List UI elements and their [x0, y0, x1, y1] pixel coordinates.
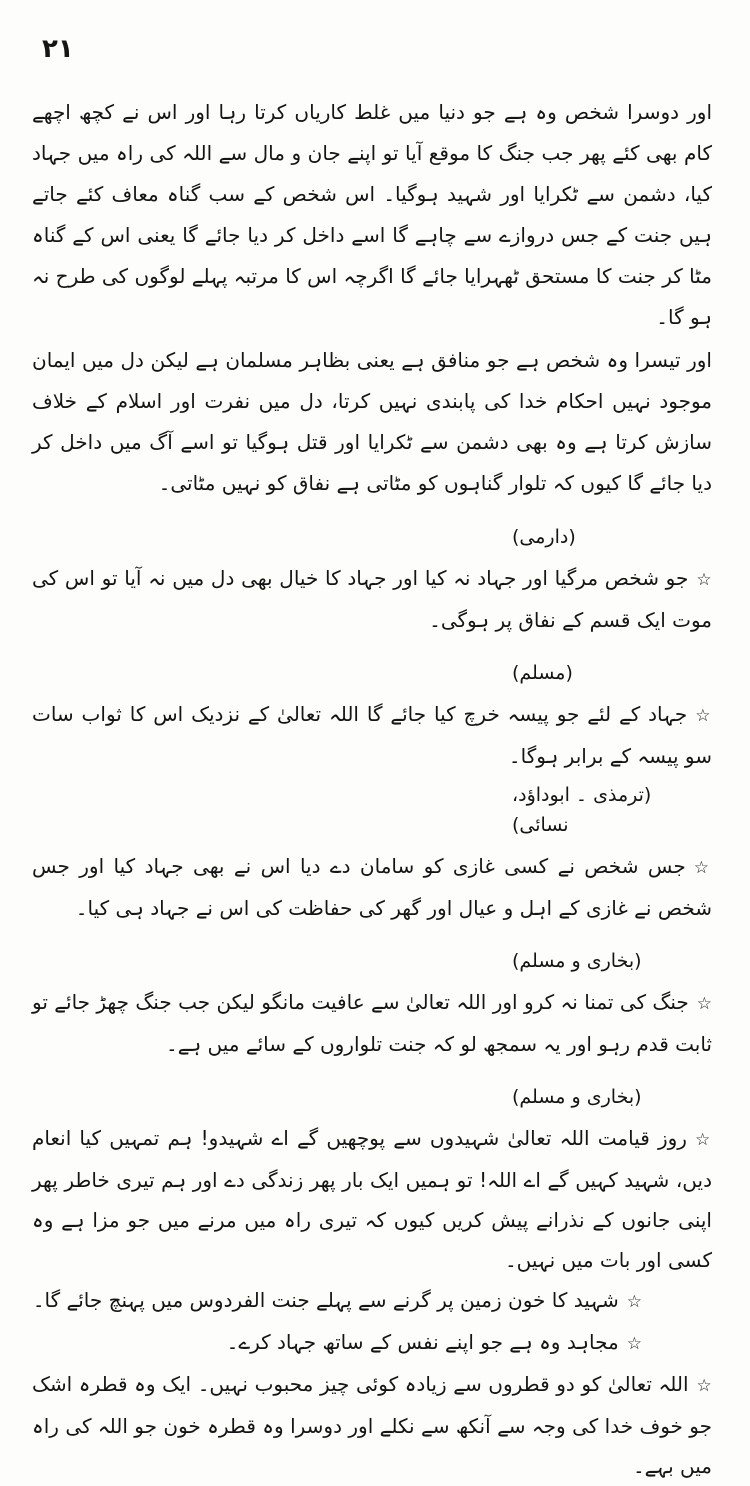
star-icon: ☆	[696, 994, 712, 1014]
hadith-item: ☆مجاہد وہ ہے جو اپنے نفس کے ساتھ جہاد کرے۔	[226, 1330, 642, 1354]
star-icon: ☆	[693, 858, 712, 878]
hadith-item: ☆جہاد کے لئے جو پیسہ خرچ کیا جائے گا اللہ تعالیٰ کے نزدیک اس کا ثواب سات سو پیسہ کے برابر ہوگا۔	[32, 702, 712, 768]
hadith-item: ☆جنگ کی تمنا نہ کرو اور اللہ تعالیٰ سے عافیت مانگو لیکن جب جنگ چھڑ جائے تو ثابت قدم رہو اور یہ سمجھ لو کہ جنت تلواروں کے سائے میں ہے۔	[32, 990, 712, 1056]
hadith-source: (بخاری و مسلم)	[512, 950, 642, 972]
star-icon: ☆	[694, 1130, 712, 1150]
star-icon: ☆	[695, 706, 712, 726]
hadith-item: ☆اللہ تعالیٰ کو دو قطروں سے زیادہ کوئی چیز محبوب نہیں۔ ایک وہ قطرہ اشک جو خوف خدا کی وجہ سے آنکھ سے نکلے اور دوسرا وہ قطرہ خون جو اللہ کی راہ میں بہے۔	[32, 1372, 712, 1478]
hadith-source: (بخاری و مسلم)	[512, 1086, 642, 1108]
star-icon: ☆	[626, 1292, 642, 1312]
hadith-item: ☆روز قیامت اللہ تعالیٰ شہیدوں سے پوچھیں گے اے شہیدو! ہم تمہیں کیا انعام دیں، شہید کہیں گے اے اللہ! تو ہمیں ایک بار پھر زندگی دے اور ہم تیری خاطر پھر اپنی جانوں کے نذرانے پیش کریں کیوں کہ تیری راہ میں مرنے میں جو مزا ہے وہ کسی اور بات میں نہیں۔	[32, 1126, 712, 1272]
page-number: ۲۱	[42, 34, 74, 64]
paragraph-third-person: اور تیسرا وہ شخص ہے جو منافق ہے یعنی بظاہر مسلمان ہے لیکن دل میں ایمان موجود نہیں احکام خدا کی پابندی نہیں کرتا، دل میں نفرت اور اسلام کے خلاف سازش کرتا ہے وہ بھی دشمن سے ٹکرایا اور قتل ہوگیا تو اسے آگ میں داخل کر دیا جائے گا کیوں کہ تلوار گناہوں کو مٹاتی ہے نفاق کو نہیں مٹاتی۔	[32, 348, 712, 495]
star-icon: ☆	[696, 1376, 712, 1396]
hadith-item: ☆شہید کا خون زمین پر گرنے سے پہلے جنت الفردوس میں پہنچ جائے گا۔	[32, 1288, 642, 1312]
page-content	[32, 92, 712, 1486]
hadith-source: (دارمی)	[512, 526, 576, 548]
hadith-item: ☆جو شخص مرگیا اور جہاد نہ کیا اور جہاد کا خیال بھی دل میں نہ آیا تو اس کی موت ایک قسم کے نفاق پر ہوگی۔	[32, 566, 712, 632]
star-icon: ☆	[626, 1334, 642, 1354]
hadith-source: (ترمذی ۔ ابوداؤد، نسائی)	[512, 784, 652, 836]
star-icon: ☆	[696, 570, 712, 590]
hadith-source: (مسلم)	[512, 662, 573, 684]
hadith-item: ☆جس شخص نے کسی غازی کو سامان دے دیا اس نے بھی جہاد کیا اور جس شخص نے غازی کے اہل و عیال اور گھر کی حفاظت کی اس نے جہاد ہی کیا۔	[32, 854, 712, 920]
paragraph-second-person: اور دوسرا شخص وہ ہے جو دنیا میں غلط کاریاں کرتا رہا اور اس نے کچھ اچھے کام بھی کئے پھر جب جنگ کا موقع آیا تو اپنے جان و مال سے اللہ کی راہ میں جہاد کیا، دشمن سے ٹکرایا اور شہید ہوگیا۔ اس شخص کے سب گناہ معاف کئے جاتے ہیں جنت کے جس دروازے سے چاہے گا اسے داخل کر دیا جائے گا یعنی اس کے گناہ مٹا کر جنت کا مستحق ٹھہرایا جائے گا اگرچہ اس کا مرتبہ پہلے لوگوں کی طرح نہ ہو گا۔	[32, 100, 712, 329]
